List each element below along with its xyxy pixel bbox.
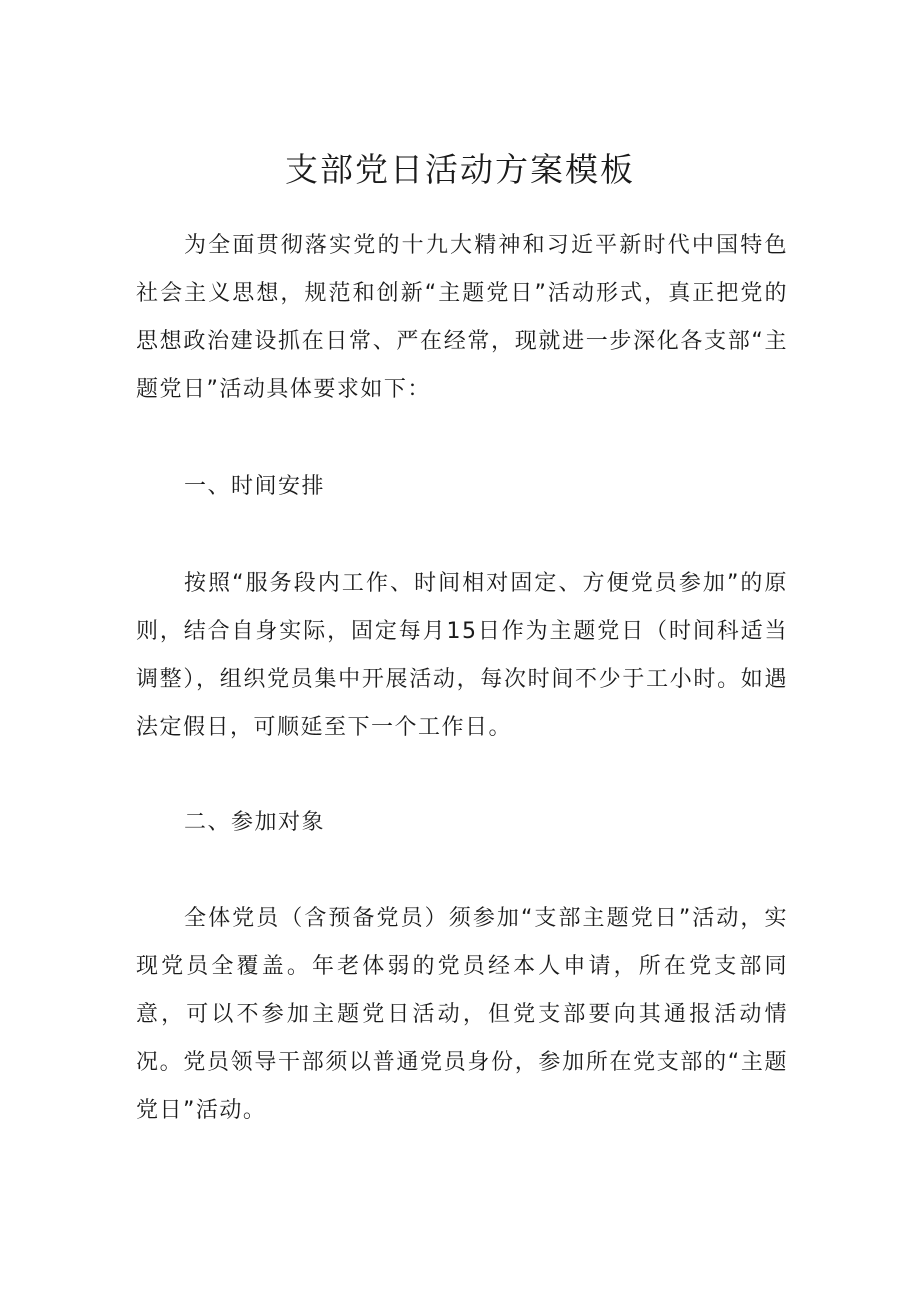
section-body-schedule: 按照“服务段内工作、时间相对固定、方便党员参加”的原则，结合自身实际，固定每月15日作为主题党日（时间科适当调整），组织党员集中开展活动，每次时间不少于工小时。如遇法定假日，可顺延至下一个工作日。 — [136, 571, 788, 740]
section-heading-schedule: 一、时间安排 — [184, 474, 326, 499]
section-body-participants: 全体党员（含预备党员）须参加“支部主题党日”活动，实现党员全覆盖。年老体弱的党员经本人申请，所在党支部同意，可以不参加主题党日活动，但党支部要向其通报活动情况。党员领导干部须以普通党员身份，参加所在党支部的“主题党日”活动。 — [136, 906, 788, 1123]
intro-paragraph: 为全面贯彻落实党的十九大精神和习近平新时代中国特色社会主义思想，规范和创新“主题党日”活动形式，真正把党的思想政治建设抓在日常、严在经常，现就进一步深化各支部“主题党日”活动具体要求如下： — [136, 233, 788, 402]
section-heading-participants: 二、参加对象 — [184, 810, 326, 835]
document-title: 支部党日活动方案模板 — [285, 150, 635, 189]
